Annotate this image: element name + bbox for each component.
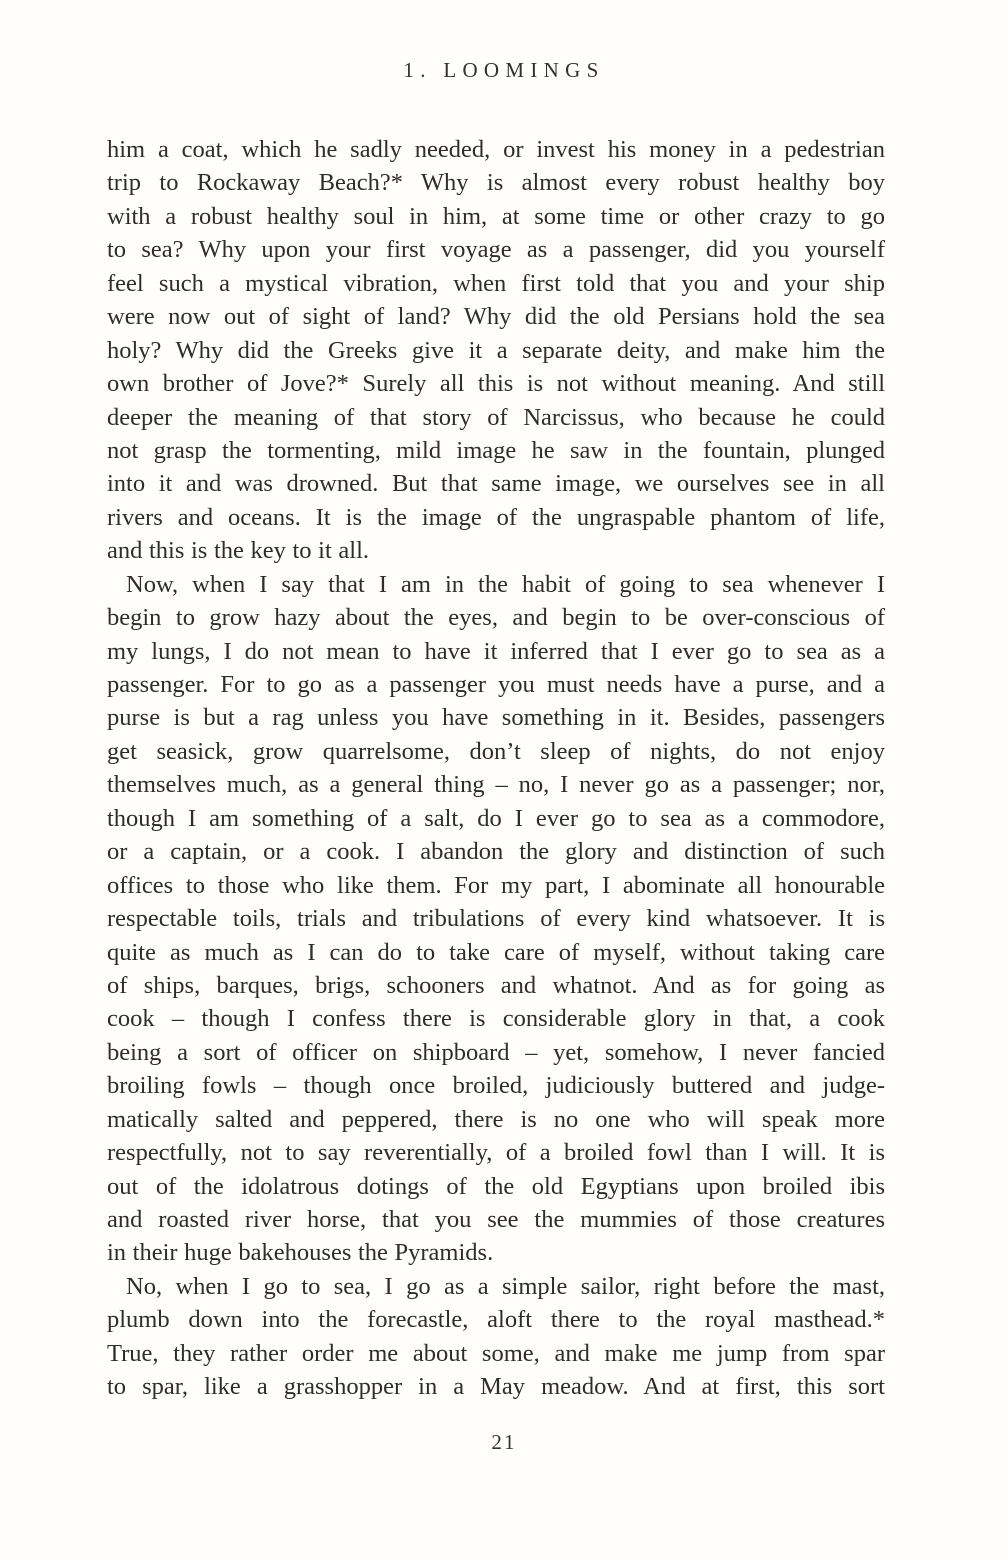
text-line: begin to grow hazy about the eyes, and begin to be over-conscious of <box>107 604 885 632</box>
text-line: him a coat, which he sadly needed, or invest his money in a pedestrian <box>107 136 885 163</box>
text-line: themselves much, as a general thing – no, I never go as a passenger; nor, <box>107 771 885 799</box>
text-line: out of the idolatrous dotings of the old Egyptians upon broiled ibis <box>107 1172 885 1200</box>
text-line: deeper the meaning of that story of Narcissus, who because he could <box>107 403 885 431</box>
text-line: not grasp the tormenting, mild image he saw in the fountain, plunged <box>107 436 885 464</box>
text-line: Now, when I say that I am in the habit of going to sea whenever I <box>126 570 885 598</box>
text-line: rivers and oceans. It is the image of the ungraspable phantom of life, <box>107 503 885 531</box>
text-line: to sea? Why upon your first voyage as a passenger, did you yourself <box>107 236 885 264</box>
body-text <box>107 133 885 1404</box>
text-line: were now out of sight of land? Why did the old Persians hold the sea <box>107 303 885 331</box>
text-line: get seasick, grow quarrelsome, don’t sleep of nights, do not enjoy <box>107 737 885 765</box>
text-line: holy? Why did the Greeks give it a separate deity, and make him the <box>107 336 885 364</box>
chapter-heading: 1. LOOMINGS <box>403 58 605 82</box>
text-line: passenger. For to go as a passenger you must needs have a purse, and a <box>107 671 885 698</box>
text-line: respectable toils, trials and tribulations of every kind whatsoever. It is <box>107 905 885 933</box>
text-line: in their huge bakehouses the Pyramids. <box>107 1239 494 1267</box>
text-line: and roasted river horse, that you see the mummies of those creatures <box>107 1206 885 1233</box>
text-line: No, when I go to sea, I go as a simple sailor, right before the mast, <box>126 1272 885 1300</box>
text-line: True, they rather order me about some, and make me jump from spar <box>107 1339 885 1367</box>
text-line: matically salted and peppered, there is no one who will speak more <box>107 1105 885 1133</box>
text-line: and this is the key to it all. <box>107 537 370 565</box>
paragraph <box>107 1270 885 1404</box>
text-line: into it and was drowned. But that same image, we ourselves see in all <box>107 470 885 498</box>
text-line: to spar, like a grasshopper in a May meadow. And at first, this sort <box>107 1373 885 1401</box>
text-line: respectfully, not to say reverentially, of a broiled fowl than I will. It is <box>107 1139 885 1167</box>
text-line: though I am something of a salt, do I ever go to sea as a commodore, <box>107 804 885 832</box>
text-line: offices to those who like them. For my part, I abominate all honourable <box>107 871 885 899</box>
text-line: plumb down into the forecastle, aloft there to the royal masthead.* <box>107 1306 885 1334</box>
text-line: or a captain, or a cook. I abandon the glory and distinction of such <box>107 838 885 866</box>
text-line: broiling fowls – though once broiled, judiciously buttered and judge- <box>107 1072 885 1100</box>
text-line: cook – though I confess there is considerable glory in that, a cook <box>107 1005 885 1033</box>
text-line: my lungs, I do not mean to have it inferred that I ever go to sea as a <box>107 637 885 665</box>
paragraph <box>107 568 885 1270</box>
text-line: quite as much as I can do to take care of myself, without taking care <box>107 938 885 966</box>
text-line: with a robust healthy soul in him, at some time or other crazy to go <box>107 202 885 230</box>
text-line: purse is but a rag unless you have something in it. Besides, passengers <box>107 704 885 732</box>
paragraph <box>107 133 885 568</box>
text-line: trip to Rockaway Beach?* Why is almost every robust healthy boy <box>107 169 885 197</box>
page-number: 21 <box>491 1430 517 1454</box>
text-line: of ships, barques, brigs, schooners and whatnot. And as for going as <box>107 971 885 999</box>
text-line: feel such a mystical vibration, when first told that you and your ship <box>107 269 885 297</box>
text-line: own brother of Jove?* Surely all this is not without meaning. And still <box>107 370 885 398</box>
text-line: being a sort of officer on shipboard – yet, somehow, I never fancied <box>107 1038 885 1066</box>
